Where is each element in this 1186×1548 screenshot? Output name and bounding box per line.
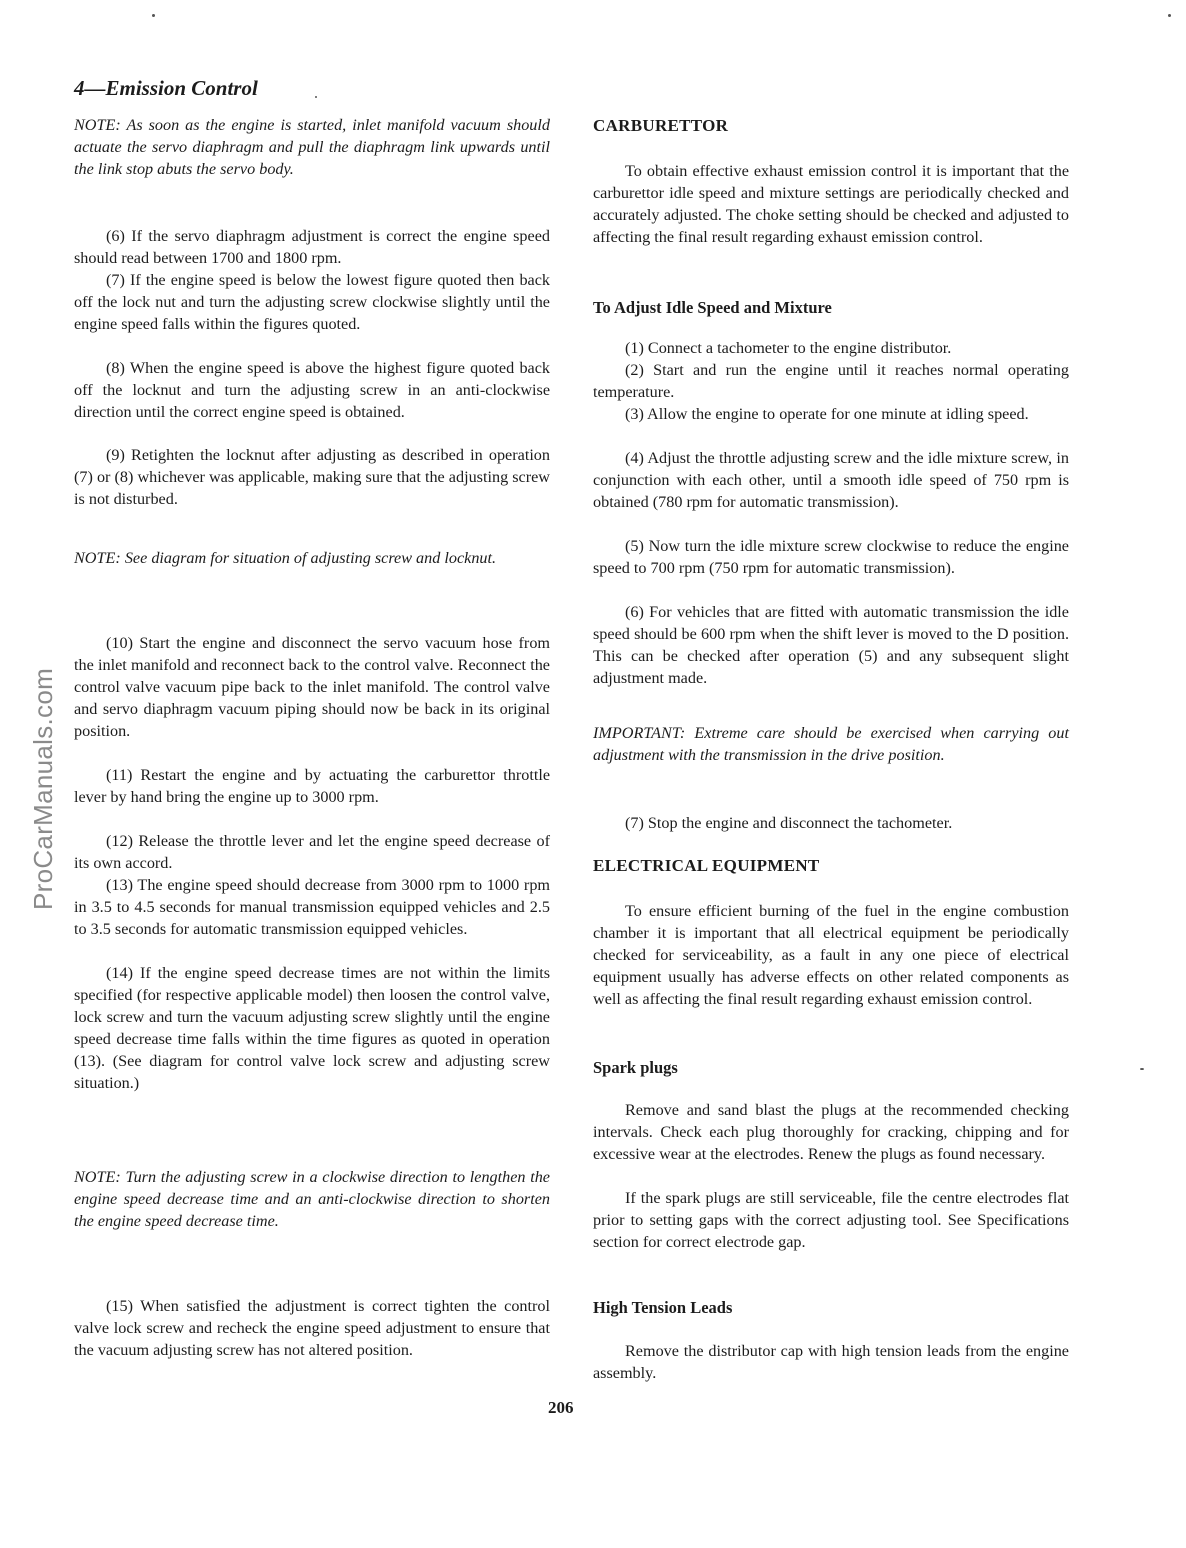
step-10: (10) Start the engine and disconnect the servo vacuum hose from the inlet manifold and reconnect back to the control valve. Reconnect the control valve vacuum pipe back to the inlet manifold. The control valve and servo diaphragm vacuum piping should now be back in its original position. — [74, 634, 550, 740]
idle-step-7: (7) Stop the engine and disconnect the tachometer. — [625, 814, 953, 832]
idle-step-3: (3) Allow the engine to operate for one minute at idling speed. — [625, 405, 1029, 423]
idle-step-2: (2) Start and run the engine until it reaches normal operating temperature. — [593, 361, 1069, 401]
step-11: (11) Restart the engine and by actuating the carburettor throttle lever by hand bring the engine up to 3000 rpm. — [74, 766, 550, 806]
step-12: (12) Release the throttle lever and let the engine speed decrease of its own accord. — [74, 832, 550, 872]
step-8: (8) When the engine speed is above the highest figure quoted back off the locknut and turn the adjusting screw in an anti-clockwise direction until the correct engine speed is obtained. — [74, 359, 550, 421]
electrical-heading: ELECTRICAL EQUIPMENT — [593, 856, 820, 875]
step-9: (9) Retighten the locknut after adjusting as described in operation (7) or (8) whichever was applicable, making sure that the adjusting screw is not disturbed. — [74, 446, 550, 508]
idle-step-4: (4) Adjust the throttle adjusting screw and the idle mixture screw, in conjunction with each other, until a smooth idle speed of 750 rpm is obtained (780 rpm for automatic transmission). — [593, 449, 1069, 511]
step-6: (6) If the servo diaphragm adjustment is correct the engine speed should read between 1700 and 1800 rpm. — [74, 227, 550, 267]
idle-step-6: (6) For vehicles that are fitted with automatic transmission the idle speed should be 600 rpm when the shift lever is moved to the D position. This can be checked after operation (5) and any subsequent slight adjustment made. — [593, 603, 1069, 687]
idle-speed-heading: To Adjust Idle Speed and Mixture — [593, 298, 832, 317]
high-tension-heading: High Tension Leads — [593, 1298, 733, 1317]
step-13: (13) The engine speed should decrease from 3000 rpm to 1000 rpm in 3.5 to 4.5 seconds for manual transmission equipped vehicles and 2.5 to 3.5 seconds for automatic transmission equipped vehicles. — [74, 876, 550, 938]
step-15: (15) When satisfied the adjustment is correct tighten the control valve lock screw and recheck the engine speed adjustment to ensure that the vacuum adjusting screw has not altered position. — [74, 1297, 550, 1359]
carburettor-intro: To obtain effective exhaust emission control it is important that the carburettor idle speed and mixture settings are periodically checked and accurately adjusted. The choke setting should be checked and adjusted to affecting the final result regarding exhaust emission control. — [593, 162, 1069, 246]
scan-speck — [1140, 1068, 1144, 1070]
watermark: ProCarManuals.com — [28, 667, 58, 910]
important-note: IMPORTANT: Extreme care should be exercised when carrying out adjustment with the transmission in the drive position. — [593, 724, 1069, 764]
carburettor-heading: CARBURETTOR — [593, 116, 729, 135]
note-clockwise: NOTE: Turn the adjusting screw in a clockwise direction to lengthen the engine speed decrease time and an anti-clockwise direction to shorten the engine speed decrease time. — [74, 1168, 550, 1230]
spark-plugs-para-2: If the spark plugs are still serviceable, file the centre electrodes flat prior to setting gaps with the correct adjusting tool. See Specifications section for correct electrode gap. — [593, 1189, 1069, 1251]
step-14: (14) If the engine speed decrease times are not within the limits specified (for respective applicable model) then loosen the control valve, lock screw and turn the vacuum adjusting screw slightly until the engine speed decrease time falls within the time figures as quoted in operation (13). (See diagram for control valve lock screw and adjusting screw situation.) — [74, 964, 550, 1092]
scan-speck — [152, 14, 155, 17]
electrical-intro: To ensure efficient burning of the fuel in the engine combustion chamber it is important that all electrical equipment be periodically checked for serviceability, as a fault in any one piece of electrical equipment usually has adverse effects on other related components as well as affecting the final result regarding exhaust emission control. — [593, 902, 1069, 1008]
spark-plugs-para-1: Remove and sand blast the plugs at the recommended checking intervals. Check each plug thoroughly for cracking, chipping and for excessive wear at the electrodes. Renew the plugs as found necessary. — [593, 1101, 1069, 1163]
note-servo-diaphragm: NOTE: As soon as the engine is started, inlet manifold vacuum should actuate the servo diaphragm and pull the diaphragm link upwards until the link stop abuts the servo body. — [74, 116, 550, 178]
high-tension-para: Remove the distributor cap with high tension leads from the engine assembly. — [593, 1342, 1069, 1382]
spark-plugs-heading: Spark plugs — [593, 1058, 678, 1077]
note-adjusting-screw: NOTE: See diagram for situation of adjusting screw and locknut. — [74, 549, 497, 567]
chapter-title: 4—Emission Control — [74, 76, 258, 100]
scan-speck — [1168, 14, 1171, 17]
step-7: (7) If the engine speed is below the lowest figure quoted then back off the lock nut and turn the adjusting screw clockwise slightly until the engine speed falls within the figures quoted. — [74, 271, 550, 333]
idle-step-5: (5) Now turn the idle mixture screw clockwise to reduce the engine speed to 700 rpm (750 rpm for automatic transmission). — [593, 537, 1069, 577]
idle-step-1: (1) Connect a tachometer to the engine distributor. — [625, 339, 952, 357]
page-number: 206 — [548, 1398, 574, 1417]
